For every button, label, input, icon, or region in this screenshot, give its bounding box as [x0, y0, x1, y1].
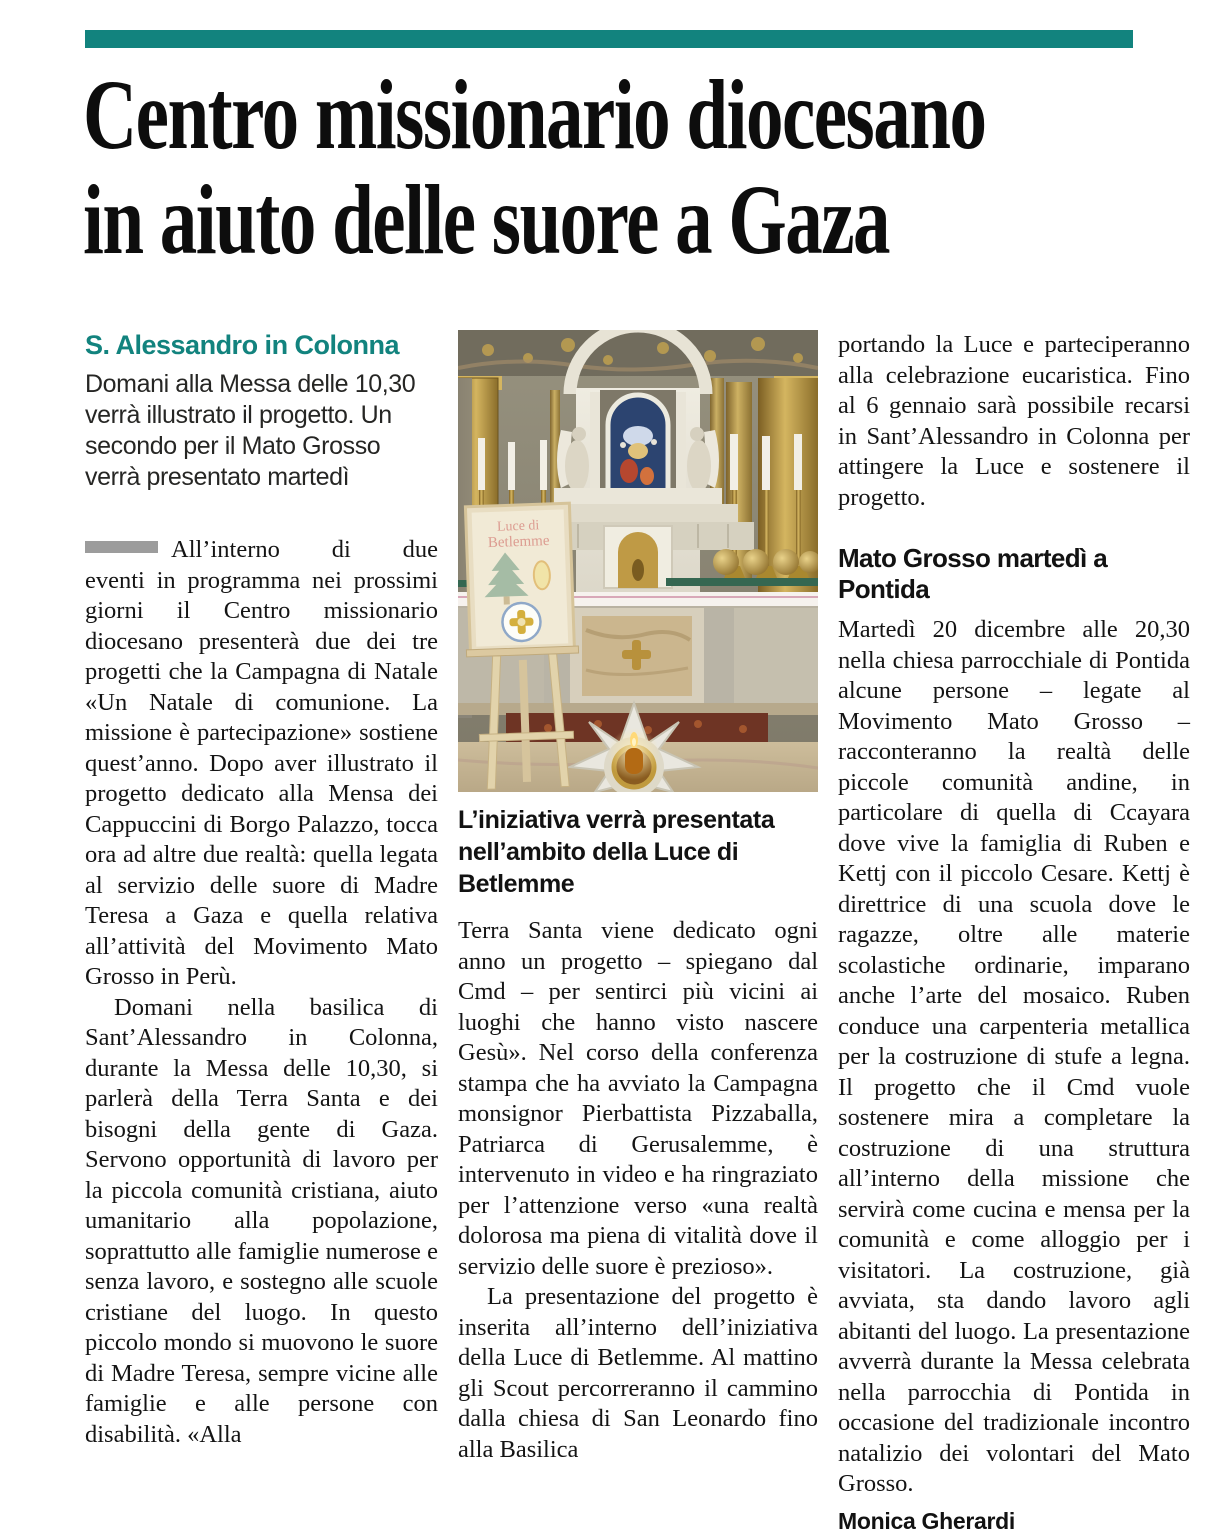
paragraph-text: All’interno di due eventi in programma nei prossimi giorni il Centro missionario diocesano presenterà due dei tre progetti che la Campagna di Natale «Un Natale di comunione. La missione è partecipazione» sostiene quest’anno. Dopo aver illustrato il progetto dedicato alla Mensa dei Cappuccini di Borgo Palazzo, tocca ora ad altre due realtà: quella legata al servizio delle suore di Madre Teresa a Gaza e quella relativa all’attività del Movimento Mato Grosso in Perù. — [85, 536, 438, 990]
body-paragraph — [85, 535, 438, 993]
photo-caption: L’iniziativa verrà presentata nell’ambito della Luce di Betlemme — [458, 806, 775, 898]
article-headline — [83, 59, 1133, 275]
section-kicker: S. Alessandro in Colonna — [85, 330, 400, 360]
flame-drawing — [533, 561, 550, 590]
altar-photo-illustration — [458, 330, 818, 792]
altar-photo — [458, 330, 818, 792]
top-accent-bar — [85, 30, 1133, 48]
body-paragraph: portando la Luce e parteciperanno alla celebrazione eucaristica. Fino al 6 gennaio sarà possibile recarsi in Sant’Alessandro in Colonna per attingere la Luce e sostenere il progetto. — [838, 331, 1190, 511]
bethlehem-light-candle — [625, 748, 643, 774]
paragraph-lead-dash — [85, 541, 158, 553]
body-paragraph: Terra Santa viene dedicato ogni anno un progetto – spiegano dal Cmd – per sentirci più vicini ai luoghi che hanno visto nascere Gesù». Nel corso della conferenza stampa che ha avviato la Campagna monsignor Pierbattista Pizzaballa, Patriarca di Gerusalemme, è intervenuto in video e ha ringraziato per l’attenzione verso «una realtà dolorosa ma piena di vitalità dove il servizio delle suore è prezioso». — [458, 917, 818, 1280]
scout-badge — [502, 602, 541, 641]
poster-text-line2: Betlemme — [487, 532, 550, 552]
standfirst: Domani alla Messa delle 10,30 verrà illustrato il progetto. Un secondo per il Mato Grosso verrà presentato martedì — [85, 370, 416, 491]
headline-line-2: in aiuto delle suore a Gaza — [83, 164, 890, 275]
body-paragraph: Domani nella basilica di Sant’Alessandro in Colonna, durante la Messa delle 10,30, si parlerà della Terra Santa e dei bisogni della gente di Gaza. Servono opportunità di lavoro per la piccola comunità cristiana, aiuto umanitario alla popolazione, soprattutto alle famiglie numerose e senza lavoro, e sostegno alle scuole cristiane del luogo. In questo piccolo mondo si muovono le suore di Madre Teresa, sempre vicine alle famiglie e alle persone con disabilità. «Alla — [85, 993, 438, 1448]
subsection-heading: Mato Grosso martedì a Pontida — [838, 543, 1108, 604]
body-paragraph: Martedì 20 dicembre alle 20,30 nella chiesa parrocchiale di Pontida alcune persone – legate al Movimento Mato Grosso – racconteranno la realtà delle piccole comunità andine, in particolare di quella di Ccayara dove vive la famiglia di Ruben e Kettj con il piccolo Cesare. Kettj è direttrice di una scuola dove le ragazze, oltre alle materie scolastiche ordinarie, imparano anche l’arte del mosaico. Ruben conduce una carpenteria metallica per la costruzione di stufe a legna. Il progetto che il Cmd vuole sostenere mira a completare la costruzione di una struttura all’interno della missione che servirà come cucina e mensa per la comunità e come alloggio per i visitatori. La costruzione, già avviata, sta dando lavoro agli abitanti del luogo. La presentazione avverrà durante la Messa celebrata nella parrocchia di Pontida in occasione del tradizionale incontro natalizio dei volontari del Mato Grosso. — [838, 616, 1190, 1497]
headline-line-1: Centro missionario diocesano — [83, 59, 986, 170]
column-right — [838, 330, 1190, 1535]
author-byline: Monica Gherardi — [838, 1507, 1015, 1534]
column-left — [85, 330, 438, 1450]
poster-text-line1: Luce di — [496, 518, 540, 535]
body-paragraph: La presentazione del progetto è inserita all’interno dell’iniziativa della Luce di Betlemme. Al mattino gli Scout percorreranno il cammino dalla chiesa di San Leonardo fino alla Basilica — [458, 1283, 818, 1463]
tabernacle — [604, 526, 672, 588]
column-center — [458, 330, 818, 1465]
